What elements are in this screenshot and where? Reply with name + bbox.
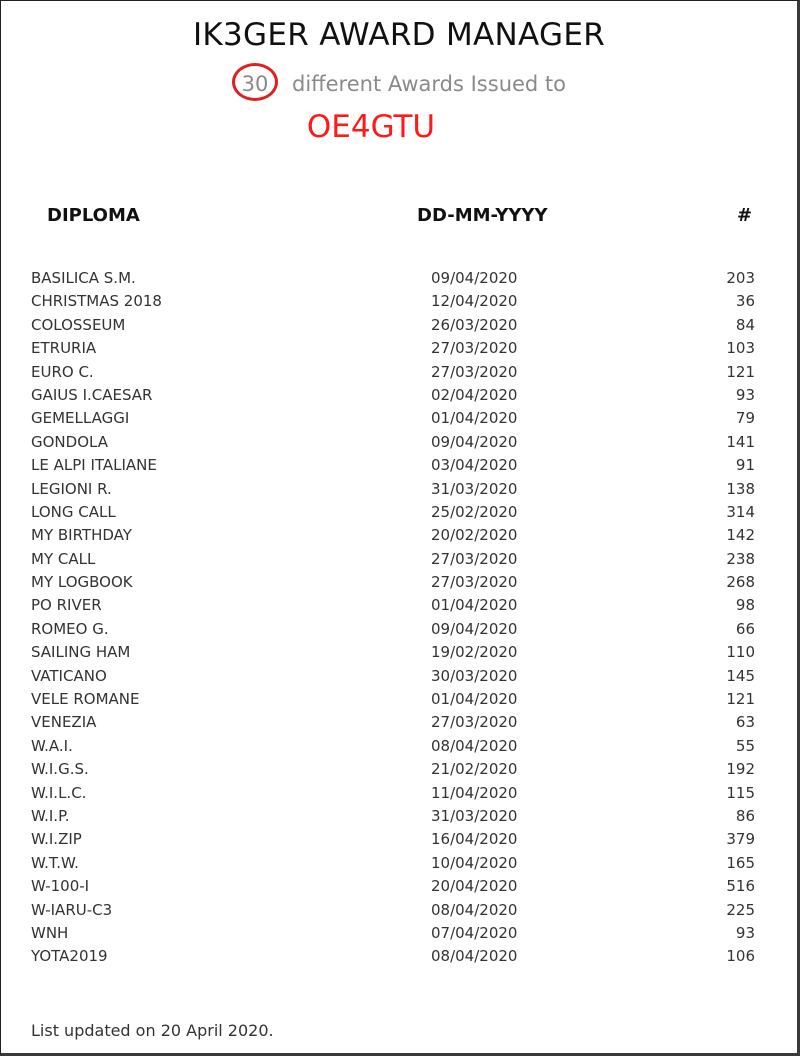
- award-name: COLOSSEUM: [31, 315, 126, 334]
- award-name: BASILICA S.M.: [31, 269, 136, 287]
- column-header-diploma: DIPLOMA: [47, 205, 140, 226]
- award-name: VELE ROMANE: [31, 690, 140, 709]
- award-number: 268: [726, 573, 755, 592]
- award-name: W.I.G.S.: [31, 760, 89, 779]
- table-row: [1, 433, 797, 456]
- award-number: 138: [726, 479, 755, 498]
- award-date: 25/02/2020: [431, 502, 518, 521]
- award-number: 55: [735, 736, 755, 755]
- award-number: 145: [726, 666, 755, 685]
- table-row: [1, 737, 797, 760]
- award-number: 238: [726, 549, 755, 568]
- award-count-badge: 30: [232, 63, 278, 101]
- award-date: 01/04/2020: [431, 596, 518, 615]
- award-date: 09/04/2020: [431, 432, 518, 451]
- award-date: 26/03/2020: [431, 315, 518, 334]
- award-name: W.T.W.: [31, 853, 79, 872]
- table-row: [1, 620, 797, 643]
- award-name: W.I.ZIP: [31, 830, 82, 849]
- award-number: 84: [735, 315, 755, 334]
- table-row: [1, 596, 797, 619]
- awards-table: [1, 269, 797, 971]
- award-name: GEMELLAGGI: [31, 409, 130, 428]
- award-date: 08/04/2020: [431, 736, 518, 755]
- table-row: [1, 854, 797, 877]
- award-number: 79: [735, 409, 755, 428]
- award-name: MY CALL: [31, 549, 96, 568]
- award-date: 30/03/2020: [431, 666, 518, 685]
- table-row: [1, 269, 797, 292]
- award-number: 110: [726, 643, 755, 662]
- table-row: [1, 667, 797, 690]
- award-date: 07/04/2020: [431, 923, 518, 942]
- award-name: LONG CALL: [31, 502, 116, 521]
- column-header-date: DD-MM-YYYY: [417, 205, 548, 226]
- award-name: ROMEO G.: [31, 619, 109, 638]
- award-number: 379: [726, 830, 755, 849]
- table-row: [1, 947, 797, 970]
- award-number: 192: [726, 760, 755, 779]
- award-name: LEGIONI R.: [31, 479, 112, 498]
- award-name: EURO C.: [31, 362, 94, 381]
- table-row: [1, 643, 797, 666]
- table-row: [1, 877, 797, 900]
- award-date: 27/03/2020: [431, 339, 518, 358]
- table-row: [1, 760, 797, 783]
- award-number: 115: [726, 783, 755, 802]
- table-row: [1, 339, 797, 362]
- award-date: 01/04/2020: [431, 409, 518, 428]
- footer-note: List updated on 20 April 2020.: [31, 1021, 274, 1040]
- table-row: [1, 713, 797, 736]
- table-row: [1, 363, 797, 386]
- award-date: 11/04/2020: [431, 783, 518, 802]
- award-name: YOTA2019: [31, 947, 108, 966]
- award-date: 31/03/2020: [431, 806, 518, 825]
- page-title: IK3GER AWARD MANAGER: [192, 17, 606, 53]
- award-name: W-100-I: [31, 877, 90, 896]
- award-name: MY BIRTHDAY: [31, 526, 132, 545]
- table-row: [1, 573, 797, 596]
- table-row: [1, 830, 797, 853]
- table-row: [1, 386, 797, 409]
- award-name: PO RIVER: [31, 596, 102, 615]
- award-date: 09/04/2020: [431, 619, 518, 638]
- award-date: 02/04/2020: [431, 385, 518, 404]
- award-date: 16/04/2020: [431, 830, 518, 849]
- award-name: VATICANO: [31, 666, 107, 685]
- award-date: 01/04/2020: [431, 690, 518, 709]
- award-name: W.I.P.: [31, 806, 70, 825]
- table-row: [1, 924, 797, 947]
- table-row: [1, 456, 797, 479]
- award-name: GONDOLA: [31, 432, 108, 451]
- award-name: W-IARU-C3: [31, 900, 113, 919]
- award-number: 36: [735, 292, 755, 311]
- award-number: 103: [726, 339, 755, 358]
- award-date: 27/03/2020: [431, 573, 518, 592]
- award-number: 63: [735, 713, 755, 732]
- table-row: [1, 526, 797, 549]
- award-number: 121: [726, 362, 755, 381]
- award-date: 21/02/2020: [431, 760, 518, 779]
- award-date: 19/02/2020: [431, 643, 518, 662]
- column-header-number: #: [737, 205, 753, 226]
- award-number: 516: [726, 877, 755, 896]
- award-date: 10/04/2020: [431, 853, 518, 872]
- award-name: CHRISTMAS 2018: [31, 292, 162, 311]
- award-number: 86: [735, 806, 755, 825]
- award-name: GAIUS I.CAESAR: [31, 385, 153, 404]
- table-row: [1, 292, 797, 315]
- award-date: 08/04/2020: [431, 900, 518, 919]
- award-number: 203: [726, 269, 755, 287]
- award-number: 225: [726, 900, 755, 919]
- award-name: W.A.I.: [31, 736, 73, 755]
- table-row: [1, 807, 797, 830]
- table-row: [1, 480, 797, 503]
- award-name: WNH: [31, 923, 69, 942]
- award-date: 31/03/2020: [431, 479, 518, 498]
- award-date: 27/03/2020: [431, 549, 518, 568]
- award-name: LE ALPI ITALIANE: [31, 456, 157, 475]
- award-name: VENEZIA: [31, 713, 97, 732]
- award-number: 142: [726, 526, 755, 545]
- award-number: 98: [735, 596, 755, 615]
- table-row: [1, 690, 797, 713]
- subtitle-text: different Awards Issued to: [291, 72, 567, 96]
- award-name: W.I.L.C.: [31, 783, 87, 802]
- table-row: [1, 550, 797, 573]
- award-date: 03/04/2020: [431, 456, 518, 475]
- table-row: [1, 784, 797, 807]
- table-row: [1, 316, 797, 339]
- award-number: 165: [726, 853, 755, 872]
- award-number: 93: [735, 923, 755, 942]
- award-date: 12/04/2020: [431, 292, 518, 311]
- award-number: 91: [735, 456, 755, 475]
- table-row: [1, 901, 797, 924]
- award-date: 20/04/2020: [431, 877, 518, 896]
- award-name: SAILING HAM: [31, 643, 131, 662]
- table-row: [1, 503, 797, 526]
- award-number: 314: [726, 502, 755, 521]
- award-number: 121: [726, 690, 755, 709]
- award-number: 141: [726, 432, 755, 451]
- award-date: 08/04/2020: [431, 947, 518, 966]
- award-date: 20/02/2020: [431, 526, 518, 545]
- award-date: 27/03/2020: [431, 713, 518, 732]
- award-date: 09/04/2020: [431, 269, 518, 287]
- award-number: 106: [726, 947, 755, 966]
- award-number: 93: [735, 385, 755, 404]
- award-name: MY LOGBOOK: [31, 573, 133, 592]
- table-row: [1, 409, 797, 432]
- award-date: 27/03/2020: [431, 362, 518, 381]
- award-name: ETRURIA: [31, 339, 97, 358]
- awards-subtitle: [1, 65, 797, 103]
- callsign: OE4GTU: [306, 109, 436, 145]
- award-number: 66: [735, 619, 755, 638]
